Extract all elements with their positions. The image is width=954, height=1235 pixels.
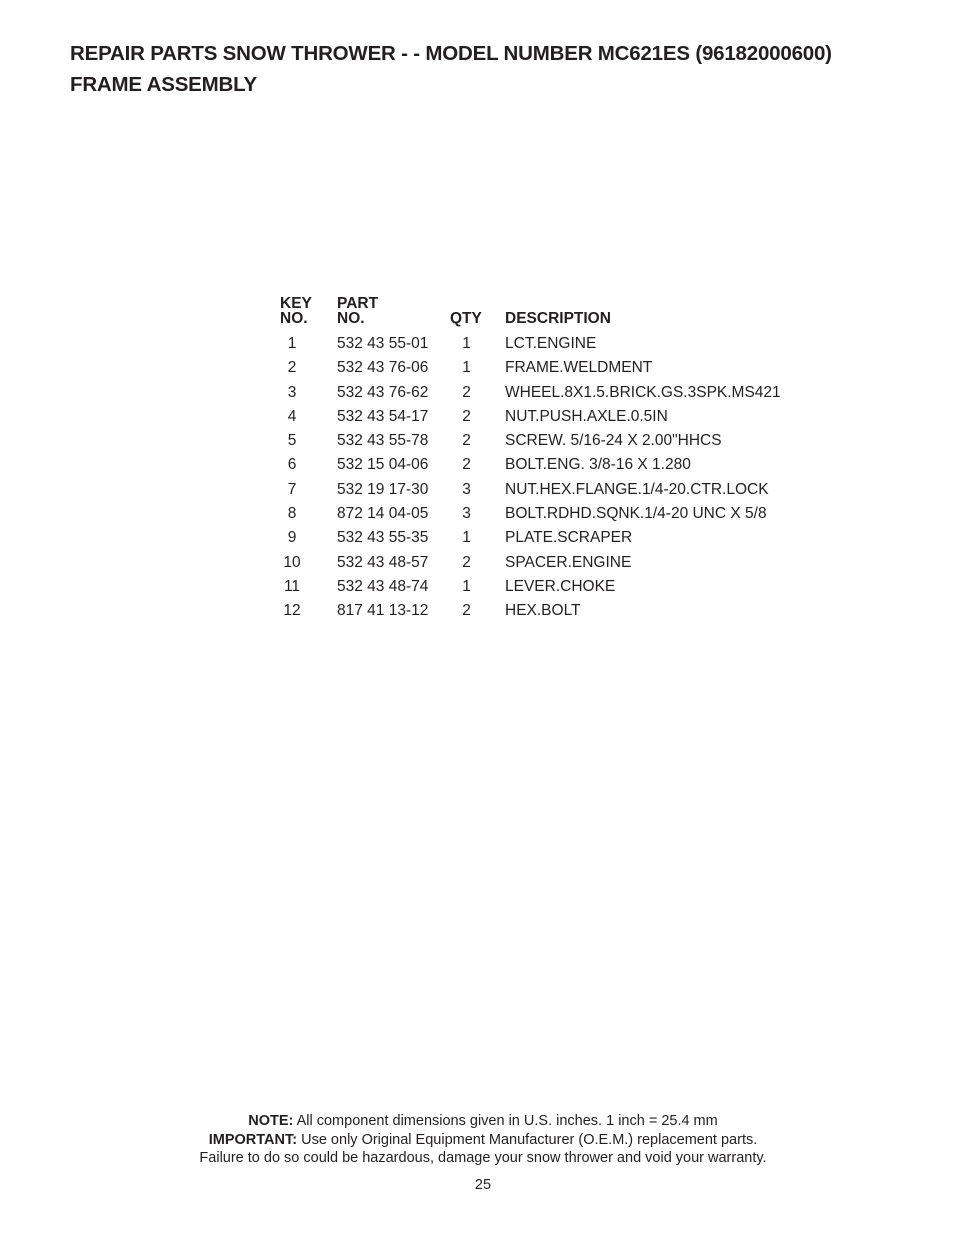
warning-line: Failure to do so could be hazardous, damage your snow thrower and void your warranty. (199, 1150, 767, 1167)
table-row (280, 502, 805, 526)
qty-cell: 2 (462, 432, 471, 450)
part-number-cell: 532 43 55-01 (337, 335, 429, 352)
qty-cell: 2 (462, 383, 471, 401)
header-key-bottom: NO. (280, 310, 308, 327)
table-row (280, 551, 805, 575)
header-description: DESCRIPTION (505, 310, 611, 327)
qty-cell: 1 (462, 529, 471, 547)
header-part-bottom: NO. (337, 310, 365, 327)
description-cell: BOLT.RDHD.SQNK.1/4-20 UNC X 5/8 (505, 505, 767, 523)
description-cell: BOLT.ENG. 3/8-16 X 1.280 (505, 456, 691, 474)
part-number-cell: 532 15 04-06 (337, 456, 429, 474)
qty-cell: 1 (462, 359, 471, 377)
header-part-no (337, 296, 450, 332)
description-cell: LCT.ENGINE (505, 335, 597, 352)
footer-notes (0, 1112, 954, 1168)
key-cell: 4 (287, 407, 297, 425)
description-cell: SCREW. 5/16-24 X 2.00"HHCS (505, 432, 722, 450)
description-cell: NUT.PUSH.AXLE.0.5IN (505, 407, 668, 425)
part-number-cell: 817 41 13-12 (337, 602, 429, 620)
title-line-1: REPAIR PARTS SNOW THROWER - - MODEL NUMBER MC621ES (96182000600) (70, 42, 832, 65)
note-label: NOTE: (248, 1113, 294, 1129)
part-number-cell: 532 43 48-74 (337, 577, 429, 595)
part-number-cell: 532 43 54-17 (337, 407, 429, 425)
key-cell: 10 (283, 553, 301, 571)
table-row (280, 405, 805, 429)
note-text: All component dimensions given in U.S. inches. 1 inch = 25.4 mm (293, 1113, 718, 1129)
table-row (280, 332, 805, 356)
important-line (0, 1131, 954, 1150)
title-line-2: FRAME ASSEMBLY (70, 73, 258, 96)
header-part-top: PART (337, 295, 379, 312)
description-cell: LEVER.CHOKE (505, 577, 616, 595)
table-row (280, 575, 805, 599)
key-cell: 12 (283, 602, 301, 620)
description-cell: FRAME.WELDMENT (505, 359, 653, 377)
description-cell: SPACER.ENGINE (505, 553, 632, 571)
page-number: 25 (474, 1177, 492, 1193)
important-label: IMPORTANT: (208, 1131, 298, 1148)
key-cell: 9 (287, 529, 297, 547)
part-number-cell: 532 43 76-62 (337, 383, 429, 401)
qty-cell: 1 (462, 577, 471, 595)
part-number-cell: 532 43 55-35 (337, 529, 429, 547)
key-cell: 11 (283, 577, 301, 595)
table-header-row (280, 296, 805, 332)
key-cell: 3 (287, 383, 297, 401)
table-row (280, 381, 805, 405)
key-cell: 7 (287, 480, 297, 498)
table-row (280, 356, 805, 380)
part-number-cell: 532 43 48-57 (337, 553, 429, 571)
qty-cell: 1 (462, 335, 471, 352)
description-cell: HEX.BOLT (505, 602, 581, 620)
part-number-cell: 872 14 04-05 (337, 505, 429, 523)
table-row (280, 429, 805, 453)
part-number-cell: 532 43 55-78 (337, 432, 429, 450)
qty-cell: 3 (462, 480, 471, 498)
table-row (280, 478, 805, 502)
note-line (0, 1112, 954, 1131)
description-cell: PLATE.SCRAPER (505, 529, 633, 547)
header-key-top: KEY (280, 295, 312, 312)
qty-cell: 3 (462, 505, 471, 523)
parts-table-body (280, 332, 805, 624)
qty-cell: 2 (462, 407, 471, 425)
description-cell: WHEEL.8X1.5.BRICK.GS.3SPK.MS421 (505, 383, 781, 401)
key-cell: 2 (287, 359, 297, 377)
table-row (280, 526, 805, 550)
header-key-no (280, 296, 337, 332)
parts-table (280, 296, 805, 624)
key-cell: 5 (287, 432, 297, 450)
header-qty: QTY (450, 310, 482, 327)
page-title (70, 38, 930, 100)
important-text: Use only Original Equipment Manufacturer (O.E.M.) replacement parts. (297, 1131, 758, 1148)
key-cell: 8 (287, 505, 297, 523)
table-row (280, 599, 805, 623)
qty-cell: 2 (462, 456, 471, 474)
key-cell: 1 (287, 335, 297, 352)
table-row (280, 453, 805, 477)
qty-cell: 2 (462, 553, 471, 571)
key-cell: 6 (287, 456, 297, 474)
part-number-cell: 532 43 76-06 (337, 359, 429, 377)
qty-cell: 2 (462, 602, 471, 620)
description-cell: NUT.HEX.FLANGE.1/4-20.CTR.LOCK (505, 480, 769, 498)
part-number-cell: 532 19 17-30 (337, 480, 429, 498)
